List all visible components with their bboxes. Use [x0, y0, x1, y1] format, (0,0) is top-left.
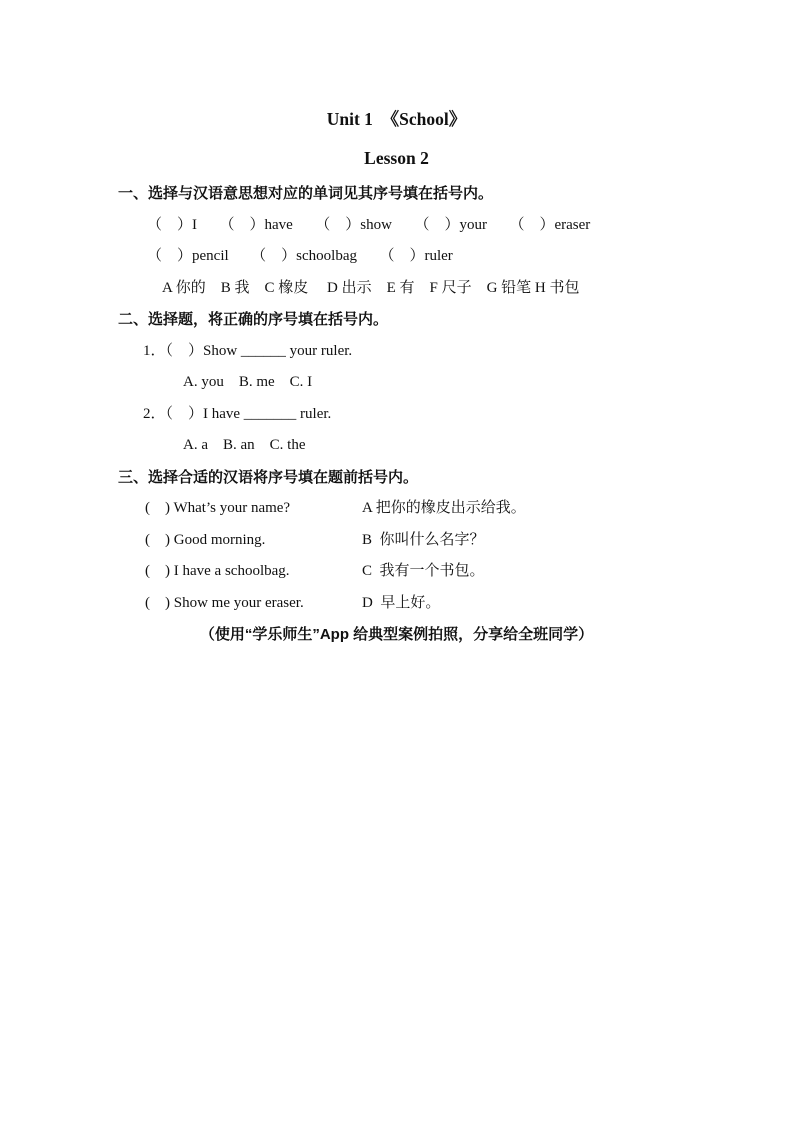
document-subtitle: Lesson 2	[364, 148, 429, 168]
match-row	[0, 556, 793, 588]
section1-heading: 一、选择与汉语意思想对应的单词见其序号填在括号内。	[118, 185, 494, 202]
section1-word-row: （ ）pencil （ ）schoolbag （ ）ruler	[147, 248, 453, 264]
section2-heading: 二、选择题，将正确的序号填在括号内。	[118, 311, 389, 328]
match-english-phrase: ( ) I have a schoolbag.	[145, 563, 290, 579]
question-options: A. you B. me C. I	[183, 374, 313, 390]
section3-heading: 三、选择合适的汉语将序号填在题前括号内。	[118, 468, 419, 486]
question-stem: 2．（ ）I have _______ ruler.	[143, 405, 332, 422]
match-chinese-option: D 早上好。	[362, 594, 441, 611]
match-chinese-option: B 你叫什么名字？	[362, 531, 485, 548]
section1-answer-key-row: A 你的 B 我 C 橡皮 D 出示 E 有 F 尺子 G 铅笔 H 书包	[162, 279, 580, 296]
match-row	[0, 588, 793, 620]
match-row	[0, 525, 793, 557]
match-english-phrase: ( ) What’s your name?	[145, 500, 291, 516]
match-chinese-option: C 我有一个书包。	[362, 563, 485, 579]
footer-app-note: （使用“学乐师生”App 给典型案例拍照，分享给全班同学）	[199, 626, 594, 643]
match-english-phrase: ( ) Show me your eraser.	[145, 594, 304, 611]
match-english-phrase: ( ) Good morning.	[145, 531, 266, 548]
question-options: A. a B. an C. the	[183, 437, 306, 453]
match-chinese-option: A 把你的橡皮出示给我。	[362, 500, 526, 516]
section1-word-row: （ ）I （ ）have （ ）show （ ）your （ ）eraser	[147, 216, 591, 233]
match-row	[0, 493, 793, 525]
document-title: Unit 1 《School》	[326, 109, 467, 129]
question-stem: 1．（ ）Show ______ your ruler.	[143, 342, 353, 359]
